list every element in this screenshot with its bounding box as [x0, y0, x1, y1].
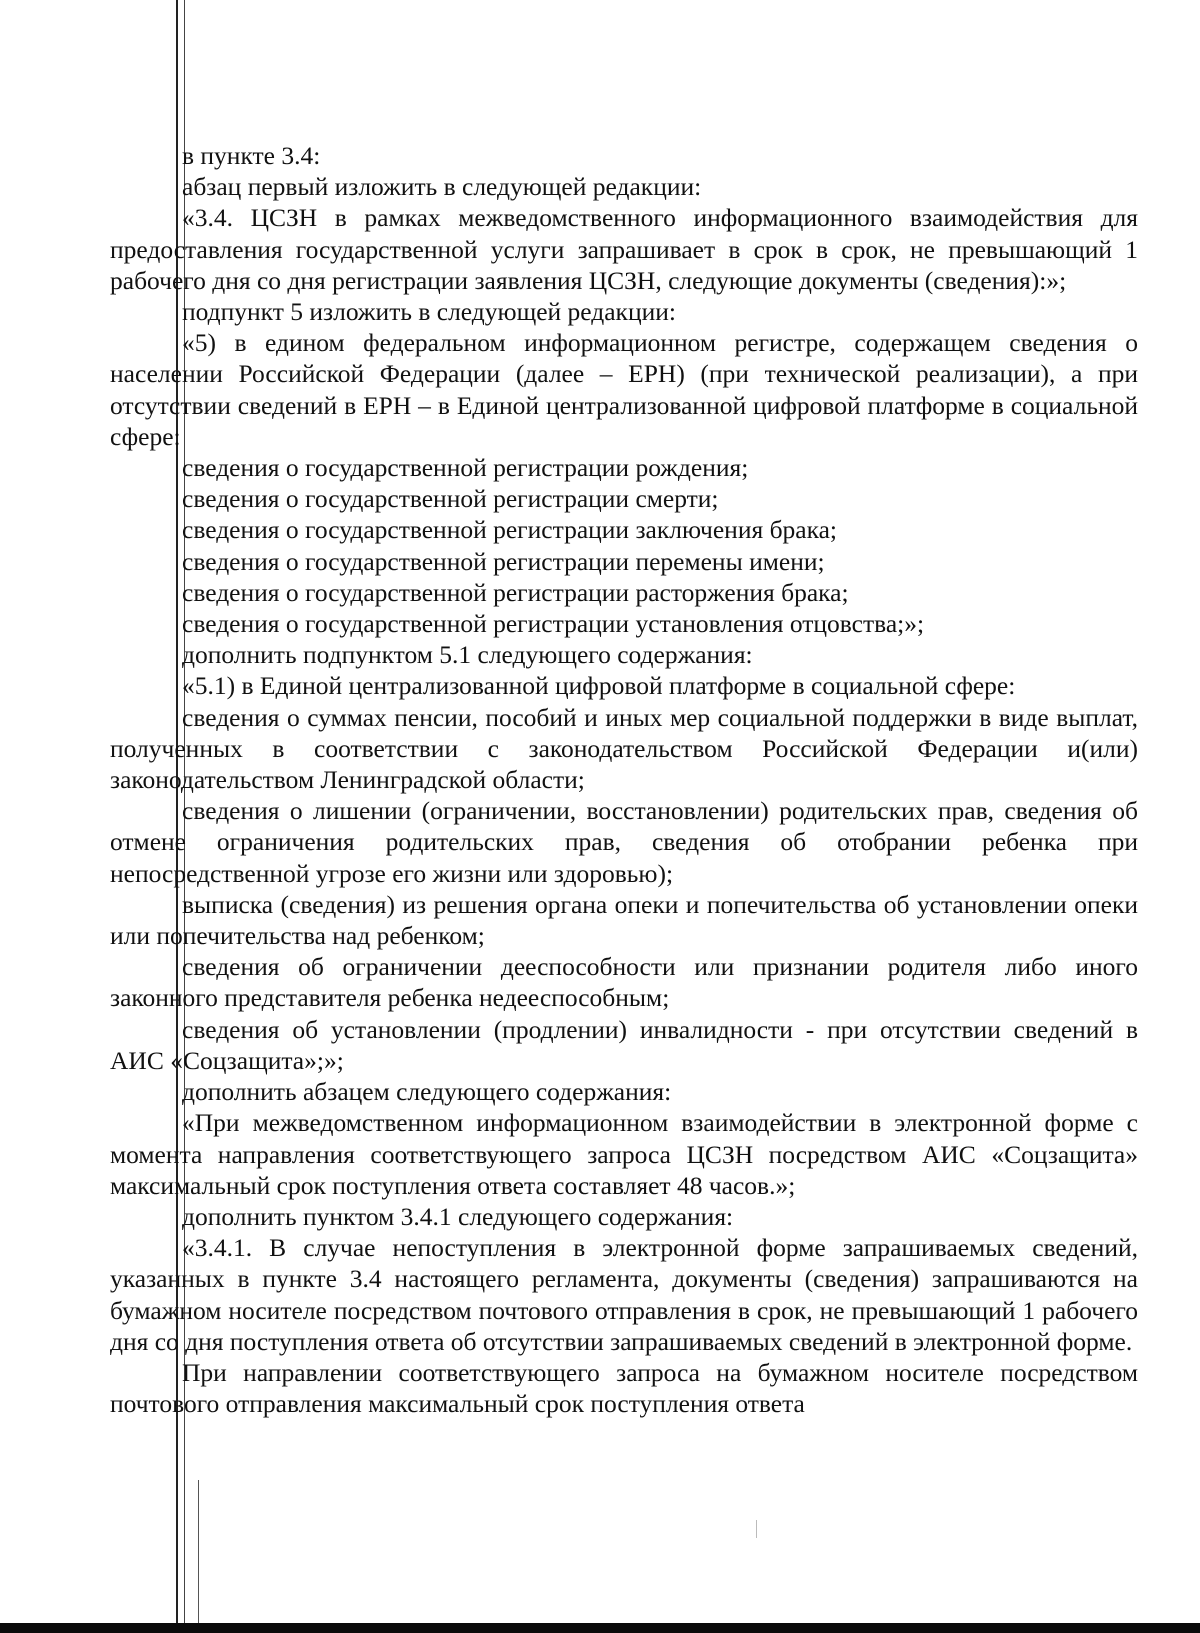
paragraph: сведения о государственной регистрации перемены имени;: [182, 546, 825, 576]
paragraph: сведения о лишении (ограничении, восстановлении) родительских прав, сведения об отмене ограничения родительских прав, сведения об отобрании ребенка при непосредственной угрозе его жизни или здоровью);: [110, 796, 1138, 888]
scan-artifact-line: [198, 1480, 199, 1633]
scan-artifact-speck: [756, 1520, 757, 1538]
paragraph: сведения о государственной регистрации установления отцовства;»;: [182, 609, 925, 639]
paragraph: в пункте 3.4:: [182, 141, 321, 170]
paragraph: сведения об ограничении дееспособности или признании родителя либо иного законного представителя ребенка недееспособным;: [110, 952, 1138, 1013]
paragraph: сведения о государственной регистрации смерти;: [182, 484, 719, 514]
paragraph: «3.4. ЦСЗН в рамках межведомственного информационного взаимодействия для предоставления государственной услуги запрашивает в срок в срок, не превышающий 1 рабочего дня со дня регистрации заявления ЦСЗН, следующие документы (сведения):»;: [110, 203, 1138, 295]
paragraph: «При межведомственном информационном взаимодействии в электронной форме с момента направления соответствующего запроса ЦСЗН посредством АИС «Соцзащита» максимальный срок поступления ответа составляет 48 часов.»;: [110, 1108, 1138, 1200]
document-body: [110, 140, 1138, 1419]
paragraph: абзац первый изложить в следующей редакции:: [182, 172, 702, 202]
paragraph: «3.4.1. В случае непоступления в электронной форме запрашиваемых сведений, указанных в пункте 3.4 настоящего регламента, документы (сведения) запрашиваются на бумажном носителе посредством почтового отправления в срок, не превышающий 1 рабочего дня со дня поступления ответа об отсутствии запрашиваемых сведений в электронной форме.: [110, 1233, 1138, 1356]
paragraph: сведения о государственной регистрации рождения;: [182, 453, 749, 483]
paragraph: дополнить подпунктом 5.1 следующего содержания:: [182, 640, 753, 670]
paragraph: сведения о суммах пенсии, пособий и иных мер социальной поддержки в виде выплат, полученных в соответствии с законодательством Российской Федерации и(или) законодательством Ленинградской области;: [110, 702, 1138, 795]
paragraph: подпункт 5 изложить в следующей редакции:: [182, 297, 676, 327]
paragraph: выписка (сведения) из решения органа опеки и попечительства об установлении опеки или попечительства над ребенком;: [110, 889, 1138, 951]
paragraph: дополнить абзацем следующего содержания:: [182, 1077, 672, 1107]
paragraph: сведения о государственной регистрации расторжения брака;: [182, 577, 849, 607]
paragraph: дополнить пунктом 3.4.1 следующего содержания:: [182, 1201, 734, 1231]
paragraph: сведения об установлении (продлении) инвалидности - при отсутствии сведений в АИС «Соцзащита»;»;: [110, 1014, 1138, 1075]
scan-bottom-edge: [0, 1623, 1200, 1633]
paragraph: «5.1) в Единой централизованной цифровой платформе в социальной сфере:: [182, 671, 1016, 701]
paragraph: При направлении соответствующего запроса на бумажном носителе посредством почтового отправления максимальный срок поступления ответа: [110, 1357, 1138, 1419]
paragraph: «5) в едином федеральном информационном регистре, содержащем сведения о населении Российской Федерации (далее – ЕРН) (при технической реализации), а при отсутствии сведений в ЕРН – в Единой централизованной цифровой платформе в социальной сфере:: [110, 328, 1138, 451]
paragraph: сведения о государственной регистрации заключения брака;: [182, 515, 838, 545]
